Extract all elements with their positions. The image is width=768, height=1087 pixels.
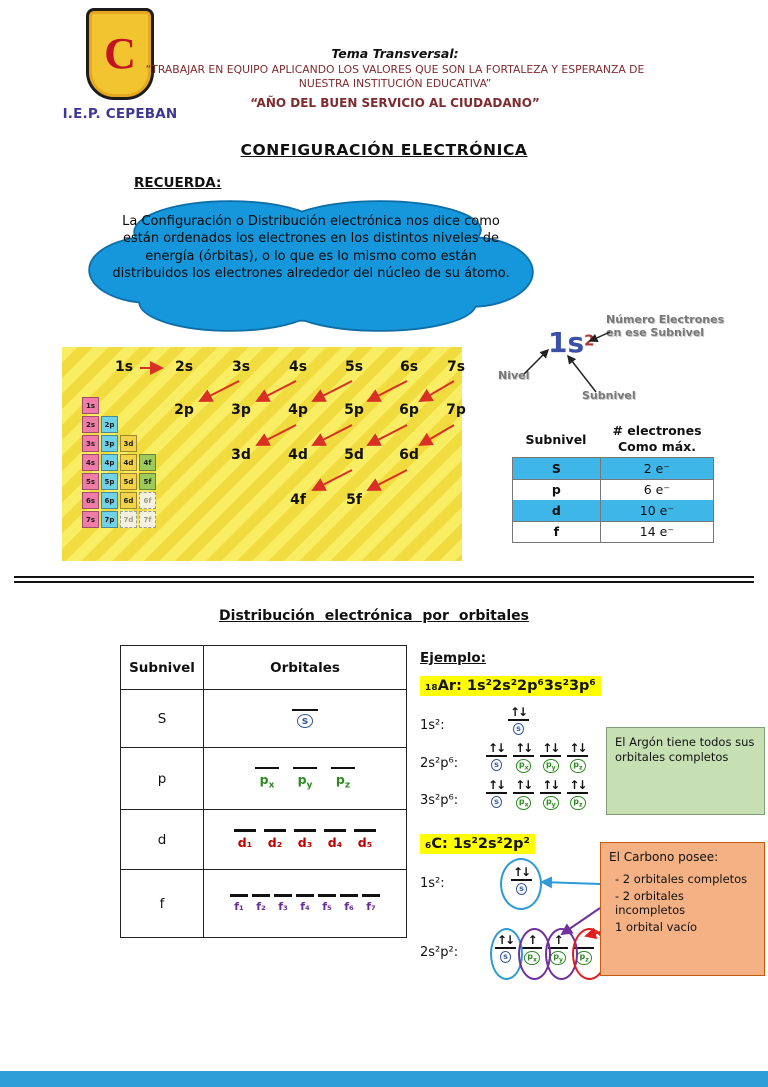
orbital-s [292,709,318,729]
cell-electrones: 6 e⁻ [600,479,714,501]
table-row [512,500,714,521]
subshell-label: 5s [344,359,364,375]
orbital-f2: f₂ [252,894,270,913]
grid-cell: 7f [139,511,156,528]
row-label: S [121,690,204,748]
subshell-label: 2p [174,402,194,418]
orbital-d1: d₁ [234,829,256,850]
argon-note [606,727,765,815]
argon-1s-orbitals: ↑↓ s [505,706,532,735]
orbital-label: s [297,714,313,728]
cell-electrones: 2 e⁻ [600,457,714,480]
logo-letter: C [104,29,136,78]
page-title: CONFIGURACIÓN ELECTRÓNICA [240,141,528,159]
year-slogan: “AÑO DEL BUEN SERVICIO AL CIUDADANO” [250,96,540,111]
subshell-label: 1s [114,359,134,375]
periodic-mini-grid [82,397,156,530]
argon-1s-label: 1s²: [420,718,445,733]
argon-3sp-label: 3s²p⁶: [420,793,459,808]
tema-transversal-label: Tema Transversal: [331,46,459,61]
subshell-label: 5d [344,447,364,463]
orbital-d3: d₃ [294,829,316,850]
grid-cell: 7d [120,511,137,528]
orbital-d2: d₂ [264,829,286,850]
subshell-label: 3p [231,402,251,418]
argon-2sp-label: 2s²p⁶: [420,756,459,771]
grid-cell: 5d [120,473,137,490]
carbon-configuration: ₆C: 1s²2s²2p² [420,834,535,854]
col-electrones-line1: # electrones [612,423,702,439]
label-subnivel: Subnivel [582,389,636,402]
argon-3sp-orbitals: ↑↓ s ↑↓ $p_x$ ↑↓ $p_y$ ↑↓ $p_z$ [483,779,591,810]
grid-cell: 4f [139,454,156,471]
grid-cell: 2p [101,416,118,433]
subshell-label: 7s [446,359,466,375]
carbon-note-arrows [470,840,640,1000]
grid-cell: 4s [82,454,99,471]
grid-cell: 5p [101,473,118,490]
subshell-label: 3s [231,359,251,375]
grid-cell: 6p [101,492,118,509]
row-label: p [121,748,204,810]
col-subnivel: Subnivel [121,646,204,690]
carbon-note-item: - 2 orbitales completos [615,871,748,886]
orbital-f6: f₆ [340,894,358,913]
section-divider [14,576,754,583]
table-row [512,479,714,500]
orbital-f4: f₄ [296,894,314,913]
orbital-d5: d₅ [354,829,376,850]
col-orbitales: Orbitales [204,646,407,690]
orbital-f5: f₅ [318,894,336,913]
orbital-px: $p_x$ [255,767,279,791]
grid-cell: 7s [82,511,99,528]
grid-cell: 5s [82,473,99,490]
orbital-pz: $p_z$ [331,767,355,791]
orbital-f7: f₇ [362,894,380,913]
grid-cell: 6f [139,492,156,509]
cell-subnivel: f [512,521,600,543]
subshell-label: 6s [399,359,419,375]
grid-cell: 3s [82,435,99,452]
carbon-note-item: 1 orbital vacío [615,920,698,935]
cloud-text: La Configuración o Distribución electrónica nos dice como están ordenados los electrones en los distintos niveles de energía (órbitas), o lo que es lo mismo como están distribuidos los electrones alrededor del núcleo de su átomo. [112,214,510,282]
orbital-f1: f₁ [230,894,248,913]
table-row [512,521,714,542]
table-row-p [121,748,407,810]
notation-exponent: 2 [584,331,595,350]
subshell-label: 6p [399,402,419,418]
argon-2sp-orbitals: ↑↓ s ↑↓ $p_x$ ↑↓ $p_y$ ↑↓ $p_z$ [483,742,591,773]
cell-electrones: 10 e⁻ [600,500,714,522]
orbital-py: $p_y$ [293,767,317,791]
subshell-label: 4d [288,447,308,463]
grid-cell: 4d [120,454,137,471]
moeller-diagram [62,347,466,561]
notation-base: 1s [548,326,585,359]
annotation-arrows [488,308,760,418]
col-subnivel: Subnivel [525,431,587,447]
logo-caption: I.E.P. CEPEBAN [62,106,178,122]
ejemplo-heading: Ejemplo: [420,650,487,666]
orbitales-table [120,645,407,938]
col-electrones-line2: Como máx. [618,439,696,454]
grid-cell: 3d [120,435,137,452]
motto-quote: “TRABAJAR EN EQUIPO APLICANDO LOS VALORES QUE SON LA FORTALEZA Y ESPERANZA DE NUESTRA INSTITUCIÓN EDUCATIVA” [145,63,645,91]
subshell-label: 5f [346,492,362,508]
label-nivel: Nivel [498,369,530,382]
carbon-2sp-label: 2s²p²: [420,945,459,960]
label-numero-electrones: Número Electrones en ese Subnivel [606,313,725,339]
orbital-f3: f₃ [274,894,292,913]
carbon-2sp-orbitals: ↑↓ s ↑ $p_x$ ↑ $p_y$ $p_z$ [492,934,597,965]
table-row-s [121,690,407,748]
subshell-label: 7p [446,402,466,418]
cell-subnivel: S [512,457,600,480]
subnivel-table [512,420,714,542]
table-row [512,458,714,479]
subshell-label: 4s [288,359,308,375]
subshell-label: 4f [290,492,306,508]
subshell-label: 5p [344,402,364,418]
grid-cell: 3p [101,435,118,452]
cell-subnivel: d [512,500,600,522]
argon-note-text: El Argón tiene todos sus orbitales completos [615,735,755,764]
grid-cell: 6d [120,492,137,509]
grid-cell: 2s [82,416,99,433]
subshell-label: 4p [288,402,308,418]
cell-electrones: 14 e⁻ [600,521,714,543]
grid-cell: 7p [101,511,118,528]
subshell-label: 2s [174,359,194,375]
header-text [140,46,650,110]
grid-cell: 5f [139,473,156,490]
col-electrones [600,423,714,454]
subnivel-table-header [512,420,714,458]
carbon-note-title: El Carbono posee: [609,850,719,864]
orbitales-table-header [121,646,407,690]
carbon-note-item: - 2 orbitales incompletos [615,888,686,918]
carbon-1s-label: 1s²: [420,876,445,891]
row-label: d [121,810,204,870]
table-row-f [121,870,407,938]
argon-configuration: ₁₈Ar: 1s²2s²2p⁶3s²3p⁶ [420,676,601,696]
footer-bar [0,1071,768,1087]
orbital-d4: d₄ [324,829,346,850]
section2-title: Distribución electrónica por orbitales [219,608,529,624]
cell-subnivel: p [512,479,600,501]
grid-cell: 4p [101,454,118,471]
table-row-d [121,810,407,870]
row-label: f [121,870,204,938]
carbon-1s-orbitals: ↑↓ s [508,866,535,895]
grid-cell: 1s [82,397,99,414]
subshell-label: 3d [231,447,251,463]
recuerda-heading: RECUERDA: [134,175,222,191]
subshell-label: 6d [399,447,419,463]
grid-cell: 6s [82,492,99,509]
